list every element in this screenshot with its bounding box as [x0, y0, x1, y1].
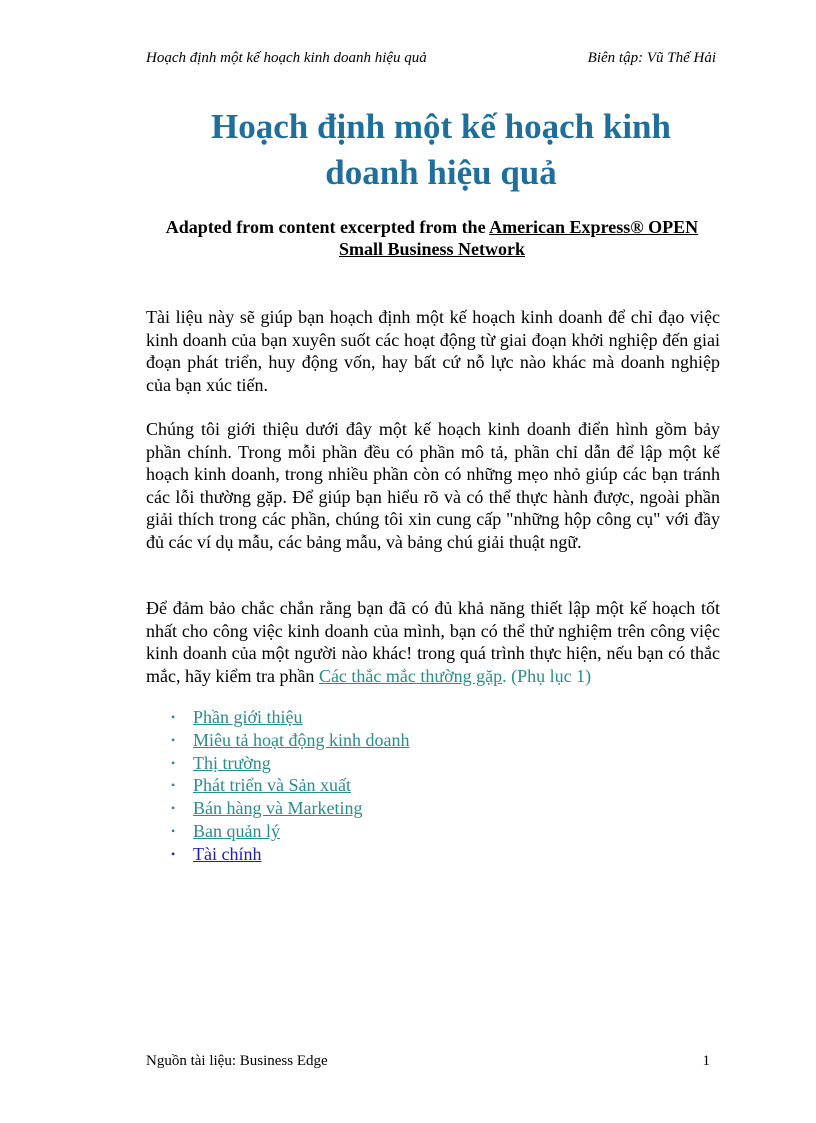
toc-link-market[interactable]: Thị trường	[193, 752, 271, 773]
footer-source: Nguồn tài liệu: Business Edge	[146, 1053, 328, 1069]
page-title	[146, 104, 736, 196]
header-doc-title: Hoạch định một kế hoạch kinh doanh hiệu quả	[146, 50, 427, 66]
toc-item-introduction	[146, 706, 409, 729]
bullet-icon: •	[171, 710, 176, 724]
toc-item-management	[146, 820, 409, 843]
faq-link[interactable]: Các thắc mắc thường gặp	[318, 665, 503, 686]
toc-item-sales-marketing	[146, 797, 409, 820]
overview-paragraph: Chúng tôi giới thiệu dưới đây một kế hoạch kinh doanh điển hình gồm bảy phần chính. Trong mỗi phần đều có phần mô tả, phần chỉ dẫn để lập một kế hoạch kinh doanh, trong nhiều phần còn có những mẹo nhỏ giúp các bạn tránh các lỗi thường gặp. Để giúp bạn hiểu rõ và có thể thực hành được, ngoài phần giải thích trong các phần, chúng tôi xin cung cấp "những hộp công cụ" với đầy đủ các ví dụ mẫu, các bảng mẫu, và bảng chú giải thuật ngữ.	[146, 419, 720, 552]
appendix-note: . (Phụ lục 1)	[502, 665, 592, 686]
title-line-2: doanh hiệu quả	[325, 153, 557, 192]
toc-link-introduction[interactable]: Phần giới thiệu	[193, 707, 303, 727]
page-footer	[146, 1053, 710, 1070]
toc-link-sales-marketing[interactable]: Bán hàng và Marketing	[193, 798, 363, 819]
toc-item-finance	[146, 843, 409, 866]
practice-paragraph-text: Để đảm bảo chắc chắn rằng bạn đã có đủ khả năng thiết lập một kế hoạch tốt nhất cho công việc kinh doanh của mình, bạn có thể thử nghiệm trên công việc kinh doanh của một người nào khác! trong quá trình thực hiện, nếu bạn có thắc mắc, hãy kiểm tra phần	[146, 598, 720, 686]
toc-link-finance[interactable]: Tài chính	[193, 843, 262, 864]
bullet-icon: •	[171, 778, 176, 793]
page-header	[146, 50, 716, 72]
source-link-line-1[interactable]: American Express® OPEN	[489, 217, 699, 237]
toc-link-management[interactable]: Ban quản lý	[193, 820, 280, 841]
toc-item-market	[146, 752, 409, 775]
bullet-icon: •	[171, 801, 176, 816]
bullet-icon: •	[171, 755, 176, 770]
bullet-icon: •	[171, 846, 176, 861]
toc-item-business-description	[146, 729, 409, 752]
toc-link-business-description[interactable]: Miêu tả hoạt động kinh doanh	[193, 729, 410, 750]
bullet-icon: •	[171, 732, 176, 747]
title-line-1: Hoạch định một kế hoạch kinh	[211, 107, 671, 146]
subtitle-prefix: Adapted from content excerpted from the	[165, 217, 490, 237]
bullet-icon: •	[171, 823, 176, 838]
table-of-contents	[146, 706, 409, 866]
subtitle	[146, 216, 718, 260]
toc-item-development-production	[146, 774, 409, 797]
toc-link-development-production[interactable]: Phát triển và Sản xuất	[193, 775, 351, 796]
intro-paragraph: Tài liệu này sẽ giúp bạn hoạch định một kế hoạch kinh doanh để chỉ đạo việc kinh doanh của bạn xuyên suốt các hoạt động từ giai đoạn khởi nghiệp đến giai đoạn phát triển, huy động vốn, hay bất cứ nỗ lực nào khác mà doanh nghiệp của bạn xúc tiến.	[146, 307, 720, 395]
practice-paragraph	[146, 597, 720, 687]
source-link-line-2[interactable]: Small Business Network	[338, 239, 526, 259]
page-number: 1	[702, 1053, 710, 1069]
header-editor: Biên tập: Vũ Thế Hải	[587, 50, 716, 66]
